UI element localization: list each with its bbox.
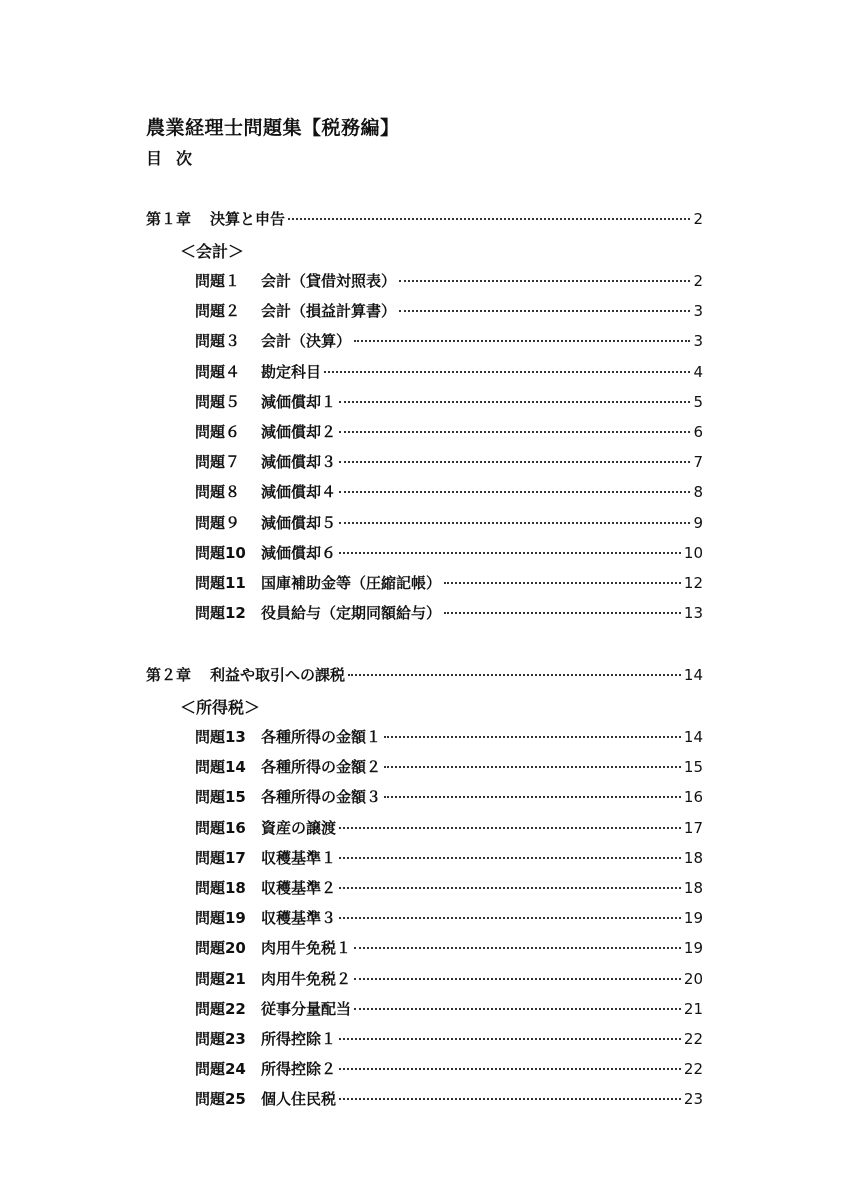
toc-problem-row[interactable] <box>195 1028 703 1050</box>
problem-number: 問題18 <box>195 879 246 897</box>
dot-leader <box>339 522 690 524</box>
dot-leader <box>354 978 681 980</box>
dot-leader <box>339 827 681 829</box>
problem-page-number: 22 <box>683 1030 703 1048</box>
dot-leader <box>384 766 681 768</box>
problem-number: 問題20 <box>195 939 246 957</box>
problem-page-number: 6 <box>693 423 703 441</box>
problem-page-number: 8 <box>693 483 703 501</box>
toc-problem-row[interactable] <box>195 726 703 748</box>
toc-problem-row[interactable] <box>195 512 703 534</box>
problem-number: 問題16 <box>195 819 246 837</box>
dot-leader <box>339 917 681 919</box>
problem-page-number: 23 <box>683 1090 703 1108</box>
problem-page-number: 5 <box>693 393 703 411</box>
problem-page-number: 15 <box>683 758 703 776</box>
problem-title: 各種所得の金額１ <box>261 728 382 746</box>
problem-title: 役員給与（定期同額給与） <box>261 604 442 622</box>
dot-leader <box>354 1008 681 1010</box>
problem-page-number: 10 <box>683 544 703 562</box>
toc-section-label: ＜会計＞ <box>180 242 245 261</box>
problem-title: 減価償却２ <box>261 423 337 441</box>
toc-problem-row[interactable] <box>195 451 703 473</box>
dot-leader <box>339 552 681 554</box>
chapter-title: 決算と申告 <box>210 210 286 228</box>
problem-number: 問題12 <box>195 604 246 622</box>
chapter-number: 第２章 <box>146 666 192 684</box>
problem-title: 肉用牛免税１ <box>261 939 352 957</box>
toc-problem-row[interactable] <box>195 542 703 564</box>
dot-leader <box>384 796 681 798</box>
dot-leader <box>348 674 681 676</box>
problem-number: 問題13 <box>195 728 246 746</box>
toc-problem-row[interactable] <box>195 300 703 322</box>
toc-problem-row[interactable] <box>195 481 703 503</box>
problem-number: 問題22 <box>195 1000 246 1018</box>
problem-number: 問題９ <box>195 514 241 532</box>
problem-number: 問題25 <box>195 1090 246 1108</box>
problem-title: 資産の譲渡 <box>261 819 337 837</box>
problem-page-number: 22 <box>683 1060 703 1078</box>
problem-page-number: 14 <box>683 728 703 746</box>
toc-problem-row[interactable] <box>195 907 703 929</box>
dot-leader <box>324 371 690 373</box>
problem-title: 減価償却６ <box>261 544 337 562</box>
dot-leader <box>384 736 681 738</box>
toc-problem-row[interactable] <box>195 756 703 778</box>
problem-title: 減価償却４ <box>261 483 337 501</box>
problem-page-number: 13 <box>683 604 703 622</box>
problem-number: 問題４ <box>195 363 241 381</box>
problem-number: 問題５ <box>195 393 241 411</box>
toc-problem-row[interactable] <box>195 330 703 352</box>
toc-problem-row[interactable] <box>195 361 703 383</box>
toc-problem-row[interactable] <box>195 937 703 959</box>
toc-problem-row[interactable] <box>195 572 703 594</box>
chapter-title: 利益や取引への課税 <box>210 666 346 684</box>
problem-number: 問題８ <box>195 483 241 501</box>
dot-leader <box>339 887 681 889</box>
dot-leader <box>339 491 690 493</box>
dot-leader <box>339 461 690 463</box>
toc-problem-row[interactable] <box>195 1088 703 1110</box>
chapter-page-number: 2 <box>693 210 703 228</box>
problem-number: 問題21 <box>195 970 246 988</box>
problem-title: 勘定科目 <box>261 363 322 381</box>
problem-page-number: 19 <box>683 939 703 957</box>
problem-page-number: 4 <box>693 363 703 381</box>
problem-number: 問題３ <box>195 332 241 350</box>
toc-problem-row[interactable] <box>195 270 703 292</box>
toc-problem-row[interactable] <box>195 847 703 869</box>
problem-page-number: 12 <box>683 574 703 592</box>
problem-number: 問題17 <box>195 849 246 867</box>
dot-leader <box>354 340 690 342</box>
problem-number: 問題11 <box>195 574 246 592</box>
problem-page-number: 7 <box>693 453 703 471</box>
dot-leader <box>339 857 681 859</box>
problem-number: 問題14 <box>195 758 246 776</box>
problem-number: 問題23 <box>195 1030 246 1048</box>
problem-page-number: 16 <box>683 788 703 806</box>
problem-title: 従事分量配当 <box>261 1000 352 1018</box>
dot-leader <box>354 947 681 949</box>
problem-page-number: 3 <box>693 332 703 350</box>
problem-title: 国庫補助金等（圧縮記帳） <box>261 574 442 592</box>
problem-page-number: 19 <box>683 909 703 927</box>
problem-page-number: 3 <box>693 302 703 320</box>
problem-title: 会計（貸借対照表） <box>261 272 397 290</box>
problem-page-number: 18 <box>683 849 703 867</box>
chapter-page-number: 14 <box>683 666 703 684</box>
problem-title: 会計（決算） <box>261 332 352 350</box>
problem-page-number: 21 <box>683 1000 703 1018</box>
toc-problem-row[interactable] <box>195 817 703 839</box>
problem-page-number: 2 <box>693 272 703 290</box>
problem-number: 問題24 <box>195 1060 246 1078</box>
problem-title: 肉用牛免税２ <box>261 970 352 988</box>
problem-number: 問題10 <box>195 544 246 562</box>
problem-page-number: 18 <box>683 879 703 897</box>
problem-page-number: 17 <box>683 819 703 837</box>
toc-problem-row[interactable] <box>195 391 703 413</box>
document-title: 農業経理士問題集【税務編】 <box>146 117 400 139</box>
toc-chapter-row[interactable] <box>146 208 703 230</box>
toc-problem-row[interactable] <box>195 421 703 443</box>
problem-number: 問題７ <box>195 453 241 471</box>
dot-leader <box>399 280 690 282</box>
toc-heading: 目次 <box>146 149 207 168</box>
toc-problem-row[interactable] <box>195 968 703 990</box>
problem-title: 所得控除２ <box>261 1060 337 1078</box>
toc-section-label: ＜所得税＞ <box>180 698 261 717</box>
problem-title: 減価償却３ <box>261 453 337 471</box>
dot-leader <box>339 401 690 403</box>
problem-number: 問題15 <box>195 788 246 806</box>
dot-leader <box>288 218 690 220</box>
dot-leader <box>444 582 681 584</box>
toc-problem-row[interactable] <box>195 877 703 899</box>
problem-title: 各種所得の金額２ <box>261 758 382 776</box>
chapter-number: 第１章 <box>146 210 192 228</box>
dot-leader <box>339 1038 681 1040</box>
dot-leader <box>339 1098 681 1100</box>
toc-chapter-row[interactable] <box>146 664 703 686</box>
toc-problem-row[interactable] <box>195 1058 703 1080</box>
problem-page-number: 9 <box>693 514 703 532</box>
dot-leader <box>399 310 690 312</box>
problem-title: 収穫基準３ <box>261 909 337 927</box>
dot-leader <box>339 1068 681 1070</box>
toc-problem-row[interactable] <box>195 786 703 808</box>
toc-problem-row[interactable] <box>195 602 703 624</box>
problem-title: 収穫基準１ <box>261 849 337 867</box>
problem-title: 各種所得の金額３ <box>261 788 382 806</box>
problem-title: 個人住民税 <box>261 1090 337 1108</box>
problem-number: 問題２ <box>195 302 241 320</box>
dot-leader <box>339 431 690 433</box>
problem-page-number: 20 <box>683 970 703 988</box>
problem-title: 会計（損益計算書） <box>261 302 397 320</box>
problem-number: 問題19 <box>195 909 246 927</box>
problem-title: 減価償却１ <box>261 393 337 411</box>
problem-number: 問題１ <box>195 272 241 290</box>
problem-number: 問題６ <box>195 423 241 441</box>
toc-problem-row[interactable] <box>195 998 703 1020</box>
dot-leader <box>444 612 681 614</box>
problem-title: 減価償却５ <box>261 514 337 532</box>
problem-title: 収穫基準２ <box>261 879 337 897</box>
problem-title: 所得控除１ <box>261 1030 337 1048</box>
